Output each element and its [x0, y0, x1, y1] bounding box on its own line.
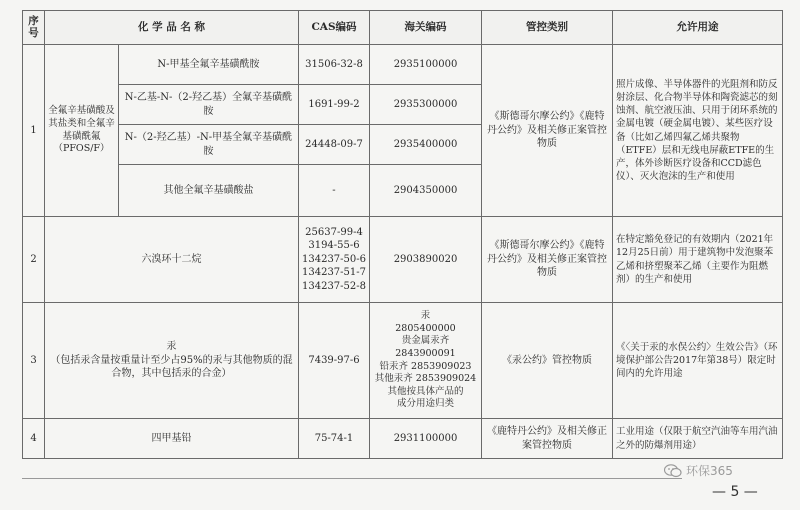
header-seq: 序号 — [23, 11, 45, 45]
customs-entry: 成分用途归类 — [396, 398, 454, 410]
control-category-cell: 《鹿特丹公约》及相关修正案管控物质 — [482, 419, 613, 459]
chemical-name-cell — [45, 303, 299, 419]
footer-divider — [22, 478, 682, 479]
table-row — [23, 419, 783, 459]
customs-cell: 2935400000 — [370, 125, 482, 165]
chemical-name-cell: 六溴环十二烷 — [45, 217, 299, 303]
customs-cell: 2935100000 — [370, 45, 482, 85]
control-category-cell: 《斯德哥尔摩公约》《鹿特丹公约》及相关修正案管控物质 — [482, 45, 613, 217]
allowed-usage-cell: 《〈关于汞的水俣公约〉生效公告》（环境保护部公告2017年第38号）限定时间内的允许用途 — [613, 303, 783, 419]
customs-entry: 其他按具体产品的 — [387, 385, 464, 397]
customs-cell: 2903890020 — [370, 217, 482, 303]
customs-entry: 贵金属汞齐 — [401, 335, 450, 347]
cas-cell: 75-74-1 — [299, 419, 370, 459]
wechat-icon — [664, 464, 682, 478]
chemical-name-cell: N-甲基全氟辛基磺酰胺 — [119, 45, 299, 85]
watermark — [664, 462, 733, 479]
header-cas: CAS编码 — [299, 11, 370, 45]
header-row — [23, 11, 783, 45]
chemical-control-table — [22, 10, 783, 459]
control-category-cell: 《斯德哥尔摩公约》《鹿特丹公约》及相关修正案管控物质 — [482, 217, 613, 303]
allowed-usage-cell: 照片成像、半导体器件的光阻剂和防反射涂层、化合物半导体和陶瓷滤芯的刻蚀剂、航空液压油、只用于闭环系统的金属电镀（硬金属电镀）、某些医疗设备（比如乙烯四氟乙烯共聚物（ETFE）层和无线电屏蔽ETFE的生产，体外诊断医疗设备和CCD滤色仪）、灭火泡沫的生产和使用 — [613, 45, 783, 217]
cas-cell: 7439-97-6 — [299, 303, 370, 419]
seq-cell: 4 — [23, 419, 45, 459]
table-row — [23, 217, 783, 303]
cas-cell: 24448-09-7 — [299, 125, 370, 165]
cas-entry: 134237-52-8 — [302, 280, 367, 292]
header-control-category: 管控类别 — [482, 11, 613, 45]
chemical-name-cell: 四甲基铅 — [45, 419, 299, 459]
customs-cell: 2935300000 — [370, 85, 482, 125]
customs-entry: 铅汞齐 2853909023 — [379, 360, 472, 372]
cas-entry: 134237-50-6 — [302, 253, 367, 265]
page-number: — 5 — — [712, 484, 758, 500]
allowed-usage-cell: 工业用途（仅限于航空汽油等车用汽油之外的防爆剂用途） — [613, 419, 783, 459]
chemical-name-cell: N-乙基-N-（2-羟乙基）全氟辛基磺酰胺 — [119, 85, 299, 125]
header-chemical-name: 化 学 品 名 称 — [45, 11, 299, 45]
cas-entry: 25637-99-4 — [305, 226, 363, 238]
customs-cell: 2904350000 — [370, 165, 482, 217]
cas-entry: 3194-55-6 — [308, 240, 360, 252]
chemical-name: 汞 — [166, 341, 177, 353]
header-allowed-usage: 允许用途 — [613, 11, 783, 45]
cas-cell: 1691-99-2 — [299, 85, 370, 125]
cas-cell: - — [299, 165, 370, 217]
chemical-name-note: （包括汞含量按重量计至少占95%的汞与其他物质的混合物，其中包括汞的合金） — [50, 354, 293, 380]
control-category-cell: 《汞公约》管控物质 — [482, 303, 613, 419]
table-row — [23, 303, 783, 419]
seq-cell: 1 — [23, 45, 45, 217]
customs-cell: 2931100000 — [370, 419, 482, 459]
header-customs-code: 海关编码 — [370, 11, 482, 45]
group-name-cell: 全氟辛基磺酸及其盐类和全氟辛基磺酰氟（PFOS/F） — [45, 45, 119, 217]
customs-entry: 2843900091 — [395, 347, 456, 359]
allowed-usage-cell: 在特定豁免登记的有效期内（2021年12月25日前）用于建筑物中发泡聚苯乙烯和挤塑聚苯乙烯（主要作为阻燃剂）的生产和使用 — [613, 217, 783, 303]
customs-list-cell — [370, 303, 482, 419]
table-row — [23, 45, 783, 85]
cas-cell: 31506-32-8 — [299, 45, 370, 85]
customs-entry: 2805400000 — [395, 322, 456, 334]
customs-entry: 汞 — [420, 310, 431, 322]
customs-entry: 其他汞齐 2853909024 — [374, 373, 477, 385]
chemical-name-cell: 其他全氟辛基磺酸盐 — [119, 165, 299, 217]
chemical-name-cell: N-（2-羟乙基）-N-甲基全氟辛基磺酰胺 — [119, 125, 299, 165]
cas-list-cell — [299, 217, 370, 303]
watermark-text: 环保365 — [686, 464, 733, 478]
cas-entry: 134237-51-7 — [302, 267, 367, 279]
seq-cell: 2 — [23, 217, 45, 303]
seq-cell: 3 — [23, 303, 45, 419]
